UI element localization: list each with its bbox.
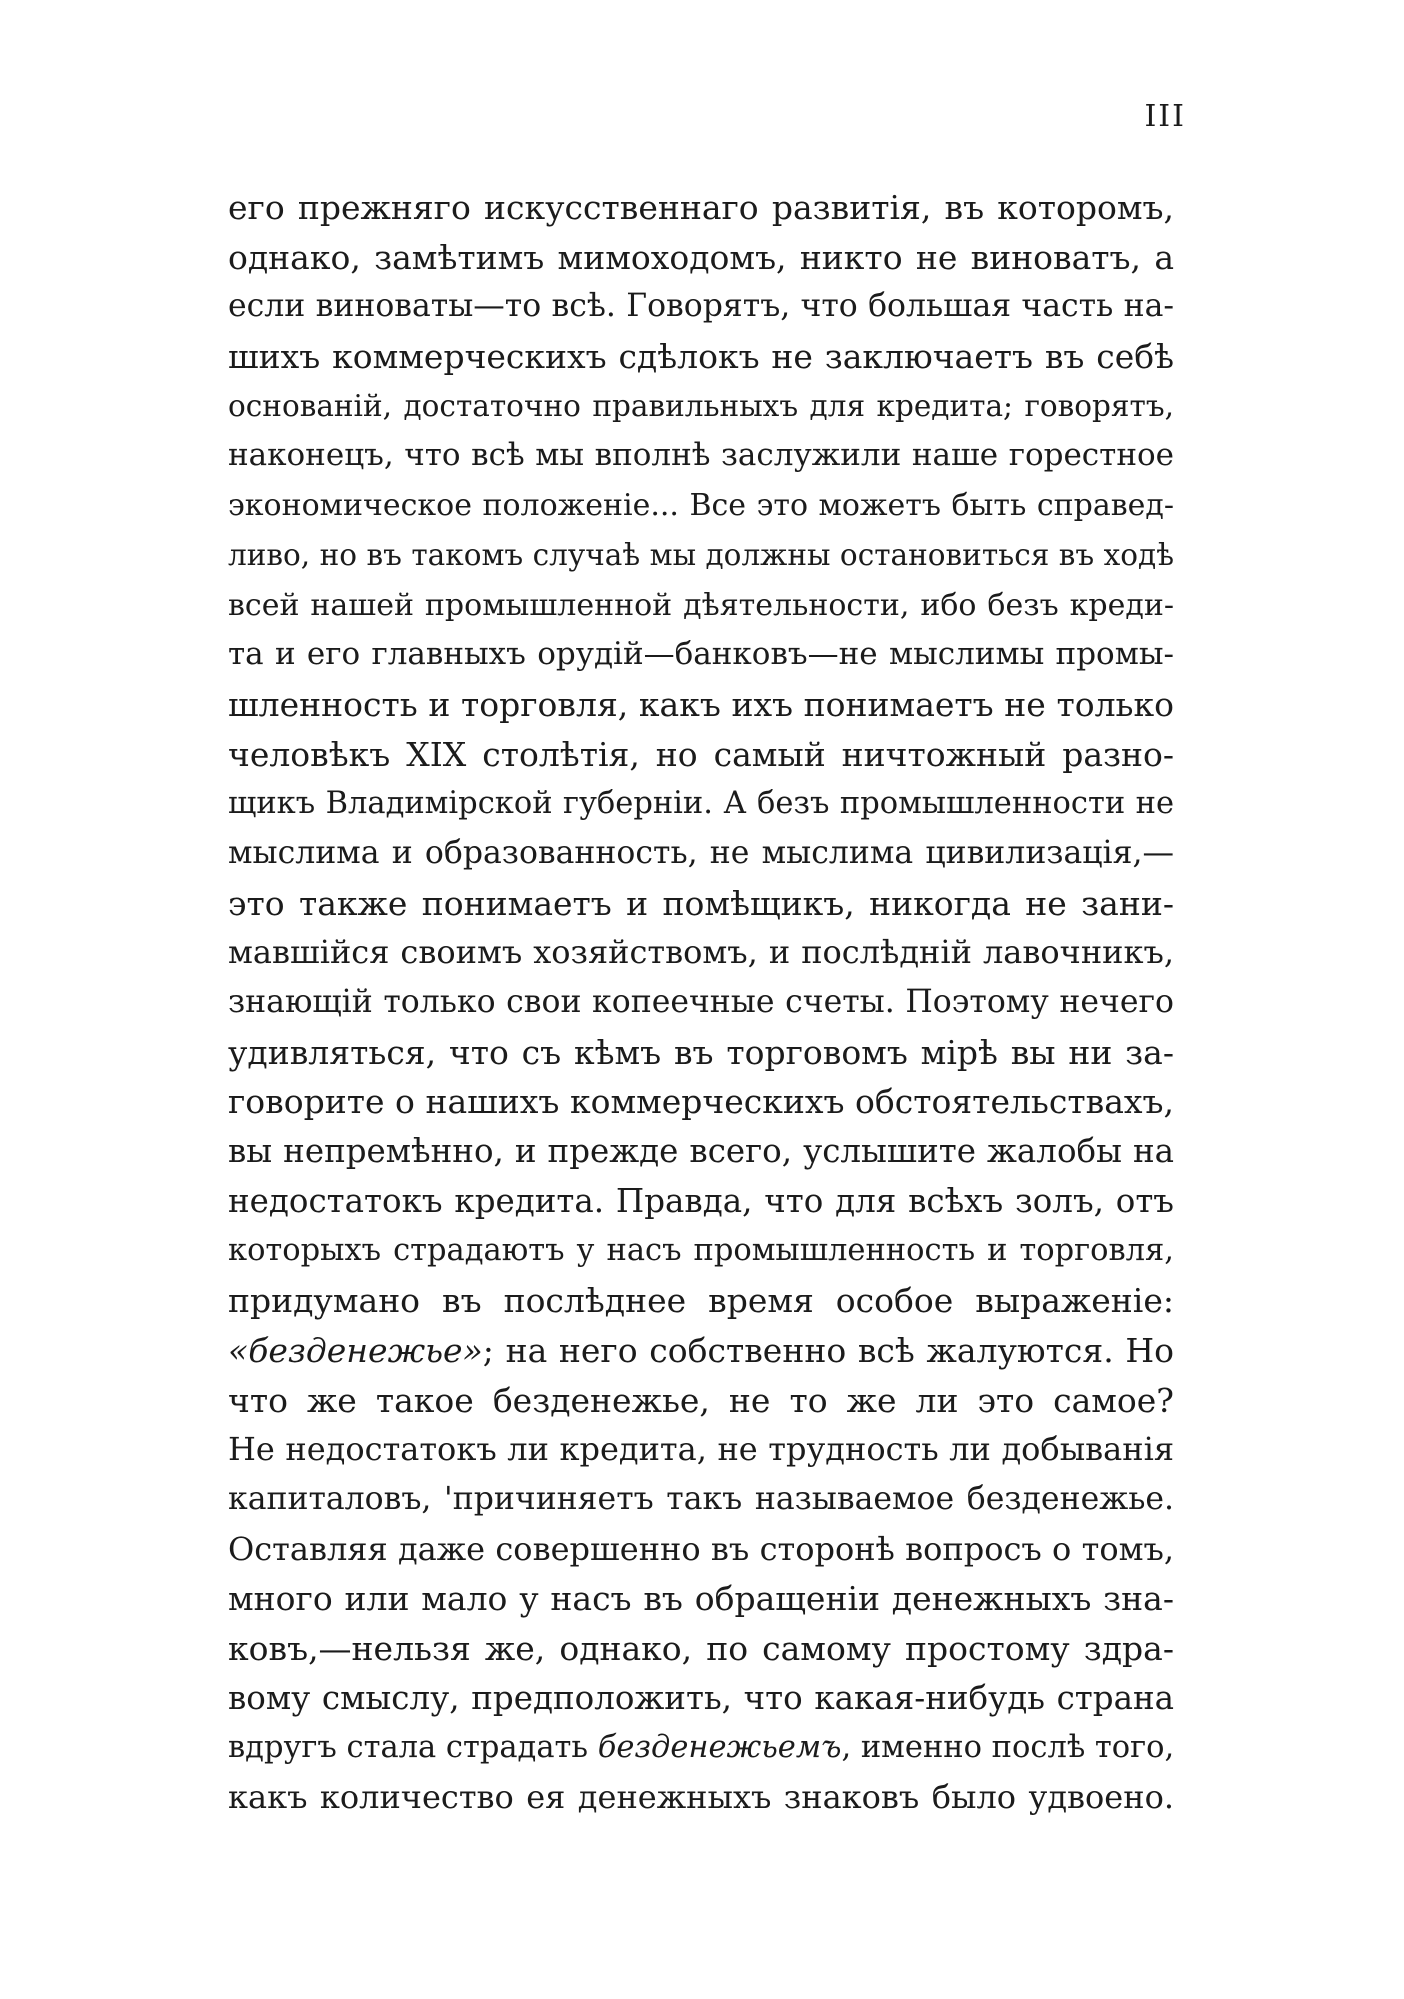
text-line [228, 183, 1174, 233]
text-segment: мавшійся своимъ хозяйствомъ, и послѣдній лавочникъ, [228, 933, 1174, 972]
text-line [228, 282, 1174, 332]
text-line [228, 382, 1174, 432]
text-line [228, 1574, 1174, 1624]
text-segment: если виноваты—то всѣ. Говорятъ, что большая часть на- [228, 288, 1174, 325]
text-segment: что же такое безденежье, не то же ли это самое? [228, 1380, 1174, 1420]
text-segment: говорите о нашихъ коммерческихъ обстоятельствахъ, [228, 1082, 1174, 1122]
text-line [228, 1127, 1174, 1177]
text-line [228, 1376, 1174, 1426]
text-line [228, 730, 1174, 780]
text-line [228, 1425, 1174, 1475]
text-line [228, 431, 1174, 481]
text-segment: однако, замѣтимъ мимоходомъ, никто не виноватъ, а [228, 237, 1174, 277]
text-line [228, 779, 1174, 829]
emphasized-text: «безденежье» [228, 1330, 483, 1370]
text-line [228, 531, 1174, 581]
text-line [228, 978, 1174, 1028]
text-line [228, 1624, 1174, 1674]
text-line [228, 1177, 1174, 1227]
text-line [228, 829, 1174, 879]
text-line [228, 879, 1174, 929]
text-segment: его прежняго искусственнаго развитія, въ которомъ, [228, 188, 1174, 227]
text-segment: та и его главныхъ орудій—банковъ—не мыслимы промы- [228, 636, 1174, 673]
text-line [228, 1276, 1174, 1326]
text-line [228, 928, 1174, 978]
text-line [228, 1525, 1174, 1575]
text-segment: шленность и торговля, какъ ихъ понимаетъ не только [228, 684, 1174, 724]
text-segment: вому смыслу, предположить, что какая-нибудь страна [228, 1678, 1174, 1717]
text-segment: человѣкъ XIX столѣтія, но самый ничтожный разно- [228, 734, 1174, 774]
text-line [228, 1226, 1174, 1276]
text-segment: всей нашей промышленной дѣятельности, ибо безъ креди- [228, 587, 1174, 623]
text-segment: наконецъ, что всѣ мы вполнѣ заслужили наше горестное [228, 437, 1174, 474]
text-line [228, 332, 1174, 382]
text-segment: вы непремѣнно, и прежде всего, услышите жалобы на [228, 1132, 1174, 1171]
text-line [228, 1326, 1174, 1376]
text-segment: ливо, но въ такомъ случаѣ мы должны остановиться въ ходѣ [228, 537, 1174, 572]
text-segment: придумано въ послѣднее время особое выраженіе: [228, 1281, 1174, 1321]
text-line [228, 581, 1174, 631]
text-line [228, 630, 1174, 680]
text-segment: какъ количество ея денежныхъ знаковъ было удвоено. [228, 1778, 1174, 1816]
text-segment: шихъ коммерческихъ сдѣлокъ не заключаетъ въ себѣ [228, 337, 1174, 377]
text-segment: вдругъ стала страдать [228, 1730, 598, 1766]
text-segment: экономическое положеніе... Все это можетъ быть справед- [228, 488, 1174, 524]
text-segment: удивляться, что съ кѣмъ въ торговомъ мірѣ вы ни за- [228, 1032, 1174, 1072]
text-segment: которыхъ страдаютъ у насъ промышленность и торговля, [228, 1233, 1174, 1269]
text-segment: , именно послѣ того, [841, 1730, 1175, 1766]
body-text [228, 183, 1174, 1823]
text-segment: мыслима и образованность, не мыслима цивилизація,— [228, 834, 1174, 871]
text-segment: недостатокъ кредита. Правда, что для всѣхъ золъ, отъ [228, 1181, 1174, 1220]
text-segment: капиталовъ, 'причиняетъ такъ называемое безденежье. [228, 1480, 1174, 1517]
text-segment: Оставляя даже совершенно въ сторонѣ вопросъ о томъ, [228, 1529, 1174, 1568]
page-number: III [1144, 99, 1186, 134]
text-segment: ; на него собственно всѣ жалуются. Но [482, 1330, 1174, 1370]
text-segment: это также понимаетъ и помѣщикъ, никогда не зани- [228, 883, 1174, 923]
text-line [228, 1077, 1174, 1127]
text-segment: много или мало у насъ въ обращеніи денежныхъ зна- [228, 1579, 1174, 1619]
text-segment: ковъ,—нельзя же, однако, по самому простому здра- [228, 1628, 1174, 1668]
text-line [228, 233, 1174, 283]
text-segment: основаній, достаточно правильныхъ для кредита; говорятъ, [228, 388, 1174, 423]
text-line [228, 1773, 1174, 1823]
text-line [228, 481, 1174, 531]
text-segment: знающій только свои копеечные счеты. Поэтому нечего [228, 984, 1174, 1020]
text-line [228, 680, 1174, 730]
text-line [228, 1674, 1174, 1724]
text-line [228, 1028, 1174, 1078]
text-line [228, 1475, 1174, 1525]
emphasized-text: безденежьемъ [597, 1730, 842, 1766]
text-segment: щикъ Владимірской губерніи. А безъ промышленности не [228, 786, 1174, 822]
text-segment: Не недостатокъ ли кредита, не трудность ли добыванія [228, 1430, 1174, 1469]
text-line [228, 1723, 1174, 1773]
